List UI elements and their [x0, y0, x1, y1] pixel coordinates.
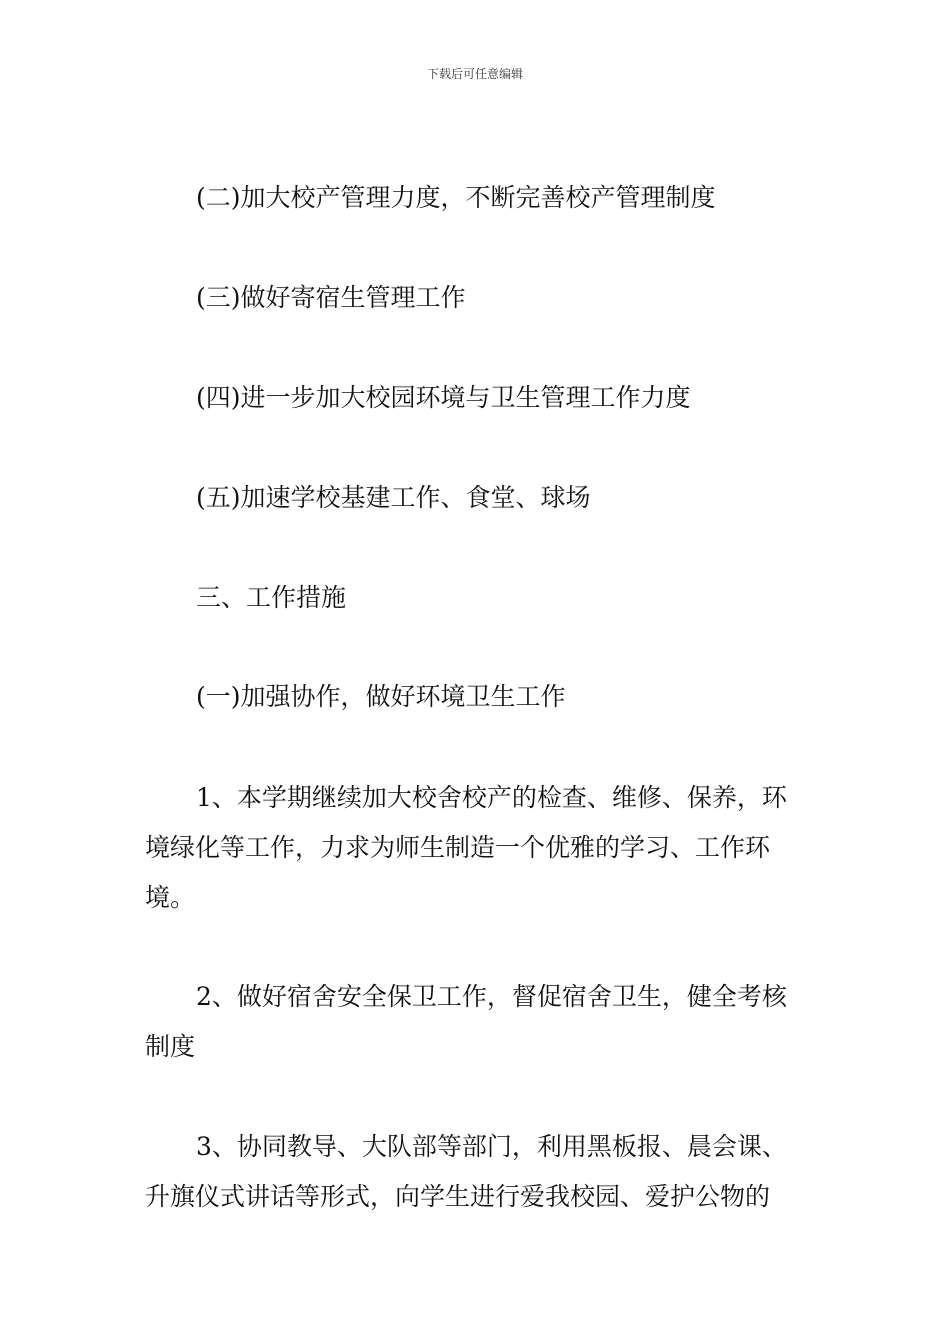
- paragraph-1-line: 1、本学期继续加大校舍校产的检查、维修、保养，环: [196, 783, 787, 812]
- paragraph-3-line: 3、协同教导、大队部等部门，利用黑板报、晨会课、: [196, 1132, 787, 1161]
- item-line: (二)加大校产管理力度，不断完善校产管理制度: [196, 183, 716, 212]
- item-line: (三)做好寄宿生管理工作: [196, 283, 466, 312]
- page-header: 下载后可任意编辑: [426, 67, 523, 81]
- section-heading: 三、工作措施: [196, 583, 347, 612]
- paragraph-1-line: 境。: [145, 883, 196, 912]
- item-line: (四)进一步加大校园环境与卫生管理工作力度: [196, 383, 691, 412]
- item-line: (一)加强协作，做好环境卫生工作: [196, 682, 566, 711]
- paragraph-3-line: 升旗仪式讲话等形式，向学生进行爱我校园、爱护公物的: [145, 1182, 771, 1211]
- paragraph-2-line: 2、做好宿舍安全保卫工作，督促宿舍卫生，健全考核: [196, 982, 787, 1011]
- paragraph-2-line: 制度: [145, 1032, 196, 1061]
- item-line: (五)加速学校基建工作、食堂、球场: [196, 483, 591, 512]
- paragraph-1-line: 境绿化等工作，力求为师生制造一个优雅的学习、工作环: [145, 833, 771, 862]
